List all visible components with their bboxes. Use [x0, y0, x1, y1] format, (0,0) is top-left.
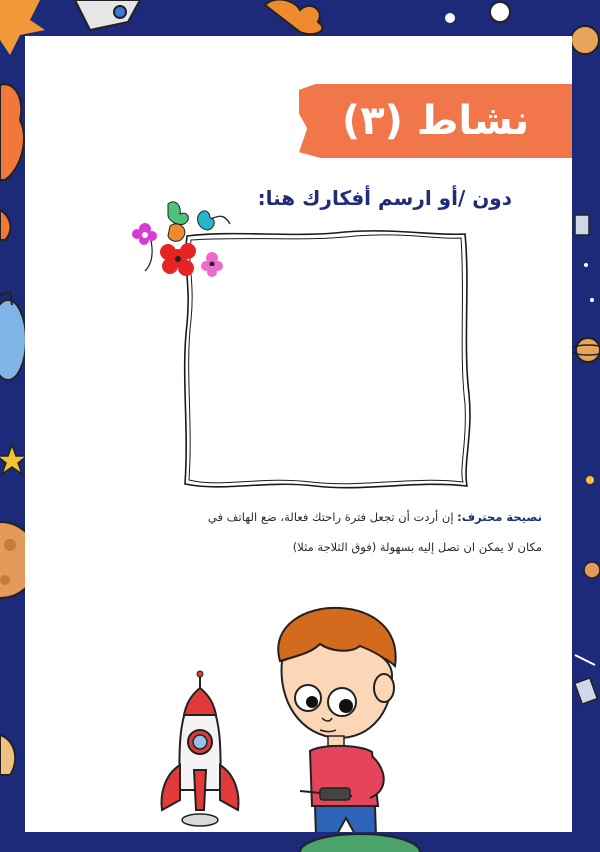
star-icon — [586, 476, 594, 484]
rocket-icon — [75, 0, 140, 30]
teal-flower — [198, 211, 215, 230]
planet-icon — [570, 338, 600, 362]
pro-tip-line-1: إن أردت أن تجعل فترة راحتك فعالة، ضع الهاتف في — [207, 510, 454, 524]
flower-icon — [265, 0, 322, 34]
page-title: نشاط (٣) — [341, 98, 530, 144]
star-icon — [0, 445, 27, 474]
red-flower — [160, 243, 196, 276]
draw-prompt-heading: دون /أو ارسم أفكارك هنا: — [257, 186, 512, 210]
pro-tip — [112, 502, 542, 562]
pro-tip-line-2: مكان لا يمكن ان تصل إليه بسهولة (فوق الثلاجة مثلا) — [292, 540, 542, 554]
pro-tip-label: نصيحة محترف: — [457, 510, 542, 524]
flower-icon — [0, 735, 15, 775]
green-flower — [168, 202, 188, 225]
rocket-icon — [150, 670, 250, 830]
orange-flower — [168, 224, 185, 241]
astronaut-icon — [0, 84, 24, 240]
planet-icon — [300, 834, 420, 852]
magenta-flower — [132, 223, 157, 245]
pink-flower — [201, 252, 223, 277]
satellite-icon — [575, 655, 598, 704]
satellite-icon — [575, 215, 594, 302]
flower-icon — [130, 196, 240, 296]
planet-icon — [584, 562, 600, 578]
satellite-icon — [0, 292, 26, 380]
activity-page — [25, 36, 572, 832]
boy-illustration — [260, 606, 410, 832]
